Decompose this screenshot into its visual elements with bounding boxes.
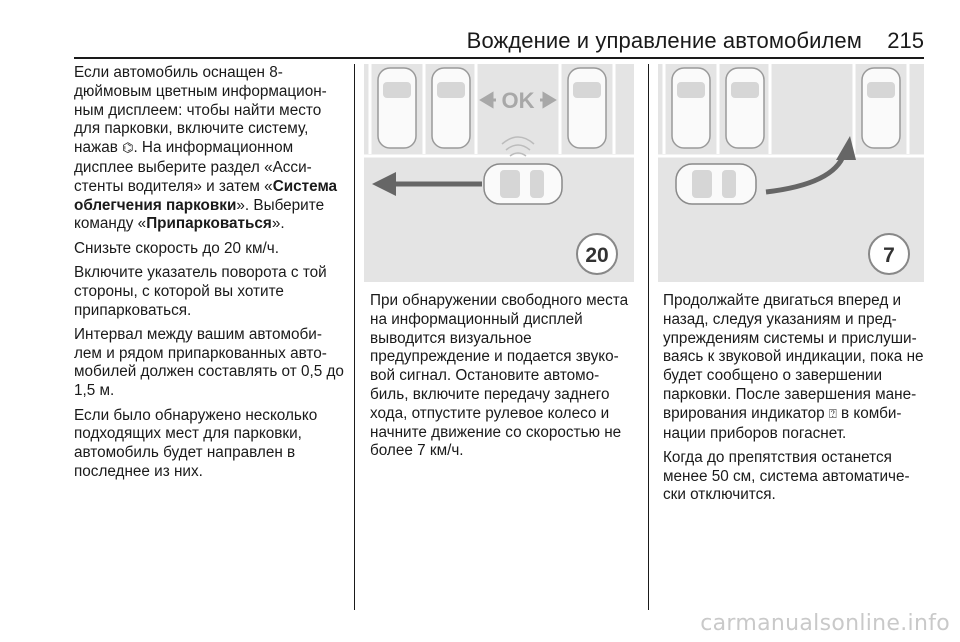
- ok-label: OK: [501, 88, 535, 113]
- figure-parking-maneuver: [658, 64, 924, 282]
- menu-item-parking-assist: Система облегчения парковки: [74, 177, 338, 214]
- figure-parking-detection: [364, 64, 634, 282]
- page-header: [74, 28, 924, 58]
- column-divider-2: [648, 64, 649, 610]
- column-divider-1: [354, 64, 355, 610]
- page-title: Вождение и управление автомобилем: [466, 28, 862, 53]
- paragraph-multiple: Если было обнаружено несколько подходящих мест для парковки, автомобиль будет направлен в последнее из них.: [74, 406, 318, 480]
- paragraph-intro: Если автомобиль оснащен 8-дюймовым цветным информацион-ным дисплеем: чтобы найти место для парковки, включите систему, нажав ⌬. На информационном дисплее выберите раздел «Асси-стенты водителя» и затем «Система облегчения парковки». Выберите команду «Припарковаться».: [74, 64, 338, 233]
- column-right: [663, 292, 925, 511]
- paragraph-distance: Интервал между вашим автомоби-лем и рядом припаркованных авто-мобилей должен составлять от 0,5 до 1,5 м.: [74, 325, 344, 400]
- paragraph-detection: При обнаружении свободного места на информационный дисплей выводится визуальное предупреждение и подается звуко-вой сигнал. Остановите автомо-биль, включите передачу заднего хода, отпустите рулевое колесо и начните движение со скоростью не более 7 км/ч.: [370, 292, 629, 460]
- command-park: Припарковаться: [146, 215, 272, 233]
- paragraph-indicator: Включите указатель поворота с той стороны, с которой вы хотите припарковаться.: [74, 263, 327, 319]
- paragraph-maneuver: Продолжайте двигаться вперед и назад, следуя указаниям и пред-упреждениям системы и прислуши-ваясь к звуковой индикации, пока не будет сообщено о завершении парковки. После завершения мане-врирования индикатор ⍰ в комби-нации приборов погаснет.: [663, 292, 924, 442]
- paragraph-speed: Снизьте скорость до 20 км/ч.: [74, 239, 279, 257]
- header-rule: [74, 57, 924, 59]
- column-left: [74, 64, 344, 487]
- figure-badge-7: 7: [883, 244, 895, 267]
- paragraph-auto-off: Когда до препятствия останется менее 50 см, система автоматиче-ски отключится.: [663, 448, 910, 504]
- parking-assist-icon: ⌬: [122, 141, 134, 157]
- parking-indicator-icon: ⍰: [828, 406, 837, 422]
- page-number: 215: [887, 28, 924, 53]
- watermark: carmanualsonline.info: [700, 611, 950, 636]
- figure-badge-20: 20: [585, 244, 609, 267]
- column-middle: [370, 292, 634, 467]
